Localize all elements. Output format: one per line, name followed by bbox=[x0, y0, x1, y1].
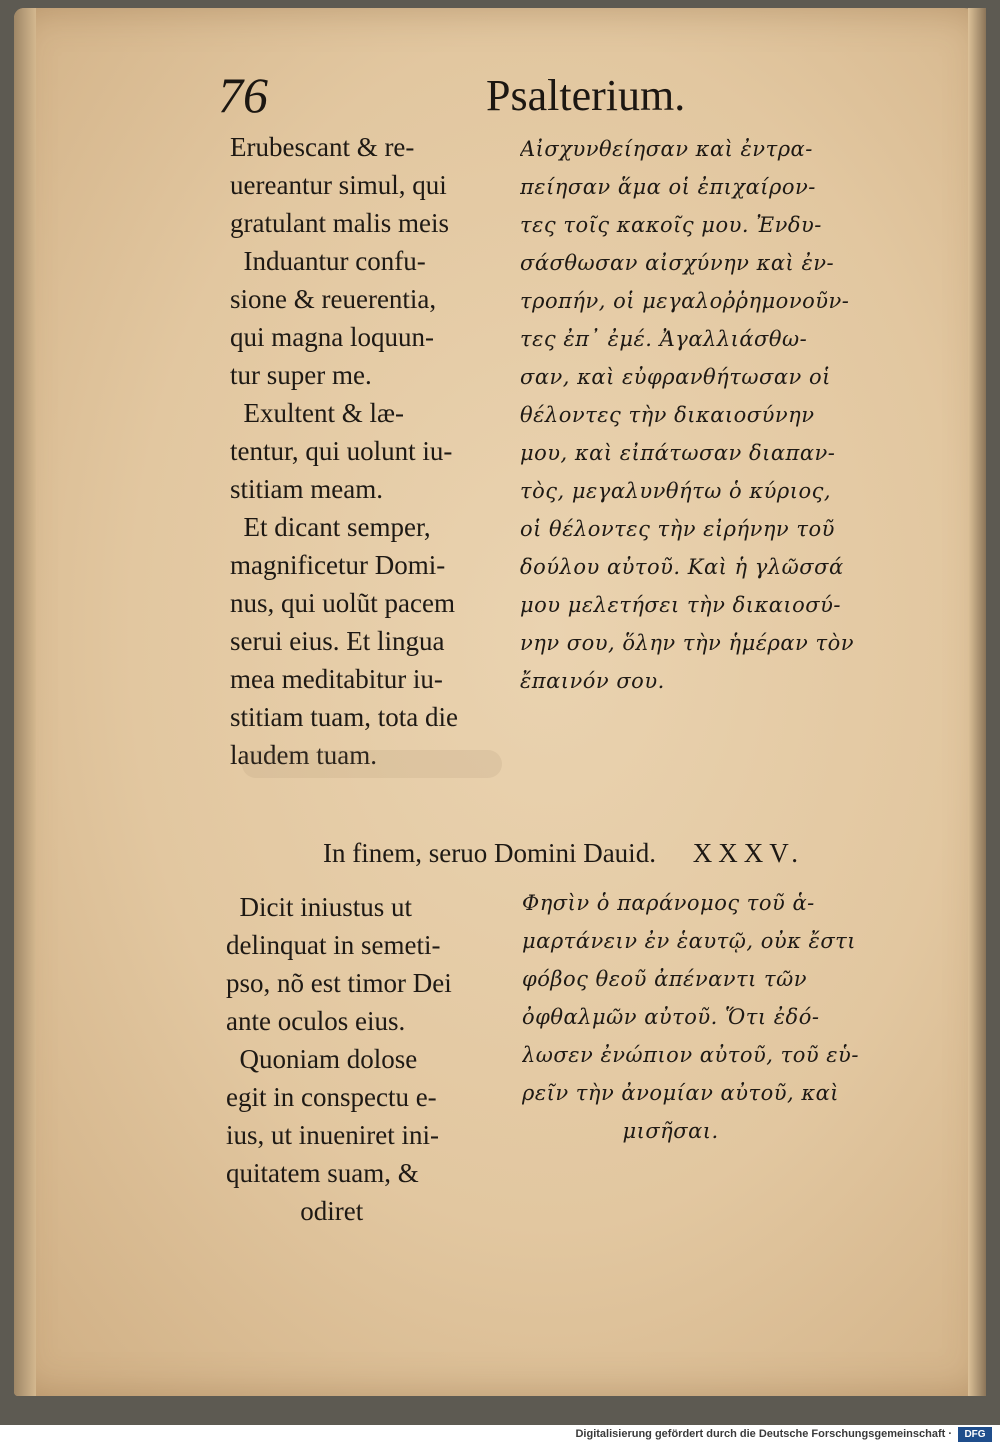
text-line: ius, ut inueniret ini- bbox=[226, 1120, 439, 1150]
text-line: δούλου αὐτοῦ. Καὶ ἡ γλῶσσά bbox=[520, 555, 844, 579]
text-line: ὀφθαλμῶν αὐτοῦ. Ὅτι ἐδό- bbox=[522, 1005, 820, 1029]
text-line: sione & reuerentia, bbox=[230, 284, 437, 314]
text-line: νην σου, ὅλην τὴν ἡμέραν τὸν bbox=[520, 631, 854, 655]
text-line: μου μελετήσει τὴν δικαιοσύ- bbox=[520, 593, 841, 617]
text-line: stitiam meam. bbox=[230, 474, 383, 504]
text-line: πείησαν ἅμα οἱ ἐπιχαίρον- bbox=[520, 175, 816, 199]
text-line: Induantur confu- bbox=[230, 246, 426, 276]
latin-column-2 bbox=[226, 888, 508, 1230]
text-line: qui magna loquun- bbox=[230, 322, 434, 352]
text-line: gratulant malis meis bbox=[230, 208, 449, 238]
text-line: uereantur simul, qui bbox=[230, 170, 447, 200]
text-line: delinquat in semeti- bbox=[226, 930, 441, 960]
text-line: σαν, καὶ εὐφρανθήτωσαν οἱ bbox=[520, 365, 831, 389]
page-edge-left bbox=[14, 8, 36, 1396]
text-line: ρεῖν τὴν ἀνομίαν αὐτοῦ, καὶ bbox=[522, 1081, 840, 1105]
text-line: laudem tuam. bbox=[230, 740, 377, 770]
text-line: φόβος θεοῦ ἀπέναντι τῶν bbox=[522, 967, 808, 991]
text-line: τες τοῖς κακοῖς μου. Ἐνδυ- bbox=[520, 213, 822, 237]
text-line: Et dicant semper, bbox=[230, 512, 431, 542]
text-line: τροπήν, οἱ μεγαλοῤῥημονοῦν- bbox=[520, 289, 850, 313]
text-line: serui eius. Et lingua bbox=[230, 626, 445, 656]
text-line: λωσεν ἐνώπιον αὐτοῦ, τοῦ εὑ- bbox=[522, 1043, 859, 1067]
dfg-logo-icon: DFG bbox=[958, 1427, 992, 1442]
text-line: tur super me. bbox=[230, 360, 372, 390]
footer-credit: Digitalisierung gefördert durch die Deutsche Forschungsgemeinschaft · bbox=[575, 1428, 952, 1440]
psalm-number: XXXV. bbox=[692, 838, 804, 868]
text-line: odiret bbox=[226, 1196, 364, 1226]
text-line: Αἰσχυνθείησαν καὶ ἐντρα- bbox=[520, 137, 813, 161]
page-edge-right bbox=[968, 8, 986, 1396]
text-line: μαρτάνειν ἐν ἑαυτῷ, οὐκ ἔστι bbox=[522, 929, 857, 953]
greek-column-2 bbox=[522, 884, 942, 1150]
paper-stain bbox=[242, 750, 502, 778]
text-line: pso, nõ est timor Dei bbox=[226, 968, 452, 998]
text-line: ἔπαινόν σου. bbox=[520, 669, 665, 693]
text-line: tentur, qui uolunt iu- bbox=[230, 436, 453, 466]
text-line: τες ἐπ᾽ ἐμέ. Ἀγαλλιάσθω- bbox=[520, 327, 808, 351]
text-line: μισῆσαι. bbox=[522, 1119, 719, 1143]
text-line: θέλοντες τὴν δικαιοσύνην bbox=[520, 403, 815, 427]
text-line: stitiam tuam, tota die bbox=[230, 702, 458, 732]
text-line: Exultent & læ- bbox=[230, 398, 404, 428]
latin-column-1 bbox=[230, 128, 512, 774]
greek-column-1 bbox=[520, 130, 940, 700]
footer-bar bbox=[0, 1425, 1000, 1445]
text-line: σάσθωσαν αἰσχύνην καὶ ἐν- bbox=[520, 251, 835, 275]
page-header bbox=[218, 66, 738, 126]
text-line: Quoniam dolose bbox=[226, 1044, 418, 1074]
text-line: Erubescant & re- bbox=[230, 132, 415, 162]
text-line: Φησὶν ὁ παράνομος τοῦ ἁ- bbox=[522, 891, 815, 915]
text-line: ante oculos eius. bbox=[226, 1006, 406, 1036]
text-line: magnificetur Domi- bbox=[230, 550, 446, 580]
text-line: οἱ θέλοντες τὴν εἰρήνην τοῦ bbox=[520, 517, 835, 541]
text-line: quitatem suam, & bbox=[226, 1158, 419, 1188]
psalm-heading-text: In finem, seruo Domini Dauid. bbox=[323, 838, 656, 868]
text-line: Dicit iniustus ut bbox=[226, 892, 413, 922]
text-line: τὸς, μεγαλυνθήτω ὁ κύριος, bbox=[520, 479, 832, 503]
page-number: 76 bbox=[218, 67, 268, 123]
running-title: Psalterium. bbox=[486, 71, 686, 120]
text-line: nus, qui uolũt pacem bbox=[230, 588, 455, 618]
text-line: mea meditabitur iu- bbox=[230, 664, 443, 694]
text-line: μου, καὶ εἰπάτωσαν διαπαν- bbox=[520, 441, 836, 465]
psalm-heading bbox=[323, 838, 883, 878]
text-line: egit in conspectu e- bbox=[226, 1082, 437, 1112]
